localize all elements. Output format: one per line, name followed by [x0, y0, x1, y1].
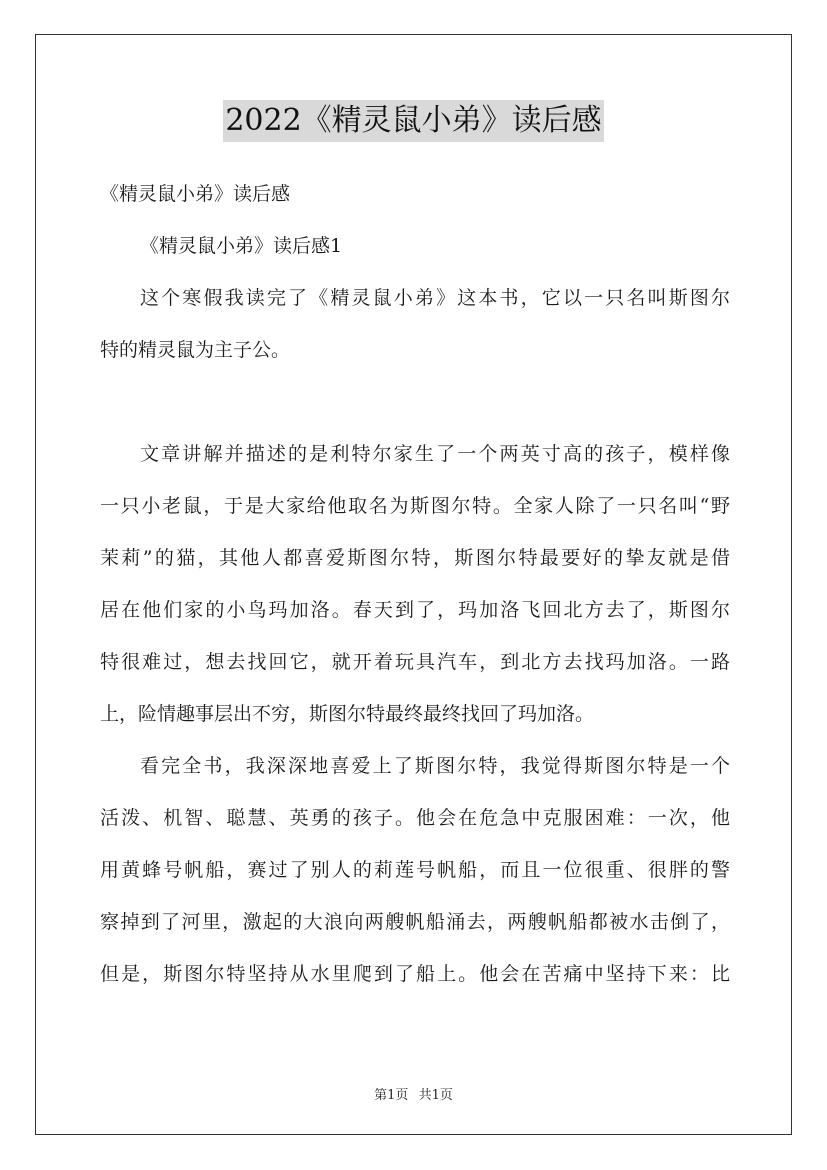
section-heading: 《精灵鼠小弟》读后感1 — [140, 235, 343, 257]
page-number: 第1页 — [374, 1088, 409, 1103]
paragraph-line: 但是，斯图尔特坚持从水里爬到了船上。他会在苦痛中坚持下来：比 — [100, 963, 730, 985]
page-footer — [0, 1084, 827, 1103]
document-body — [100, 168, 730, 1000]
paragraph-line: 用黄蜂号帆船，赛过了别人的莉莲号帆船，而且一位很重、很胖的警 — [100, 859, 730, 881]
page-total: 共1页 — [418, 1088, 453, 1103]
subtitle-line: 《精灵鼠小弟》读后感 — [100, 183, 291, 205]
document-title: 2022《精灵鼠小弟》读后感 — [223, 100, 603, 142]
paragraph-line: 看完全书，我深深地喜爱上了斯图尔特，我觉得斯图尔特是一个 — [140, 755, 730, 777]
paragraph-line: 特的精灵鼠为主子公。 — [100, 339, 291, 361]
title-container — [0, 100, 827, 142]
paragraph-line: 特很难过，想去找回它，就开着玩具汽车，到北方去找玛加洛。一路 — [100, 651, 730, 673]
paragraph-line: 茉莉”的猫，其他人都喜爱斯图尔特，斯图尔特最要好的挚友就是借 — [100, 547, 730, 569]
paragraph-line: 上，险情趣事层出不穷，斯图尔特最终最终找回了玛加洛。 — [100, 703, 595, 725]
paragraph-line: 活泼、机智、聪慧、英勇的孩子。他会在危急中克服困难：一次，他 — [100, 807, 730, 829]
paragraph-line: 文章讲解并描述的是利特尔家生了一个两英寸高的孩子，模样像 — [140, 443, 730, 465]
blank-line — [100, 376, 730, 428]
paragraph-line: 察掉到了河里，激起的大浪向两艘帆船涌去，两艘帆船都被水击倒了， — [100, 911, 730, 933]
paragraph-line: 一只小老鼠，于是大家给他取名为斯图尔特。全家人除了一只名叫“野 — [100, 495, 730, 517]
paragraph-line: 居在他们家的小鸟玛加洛。春天到了，玛加洛飞回北方去了，斯图尔 — [100, 599, 730, 621]
paragraph-line: 这个寒假我读完了《精灵鼠小弟》这本书，它以一只名叫斯图尔 — [140, 287, 730, 309]
